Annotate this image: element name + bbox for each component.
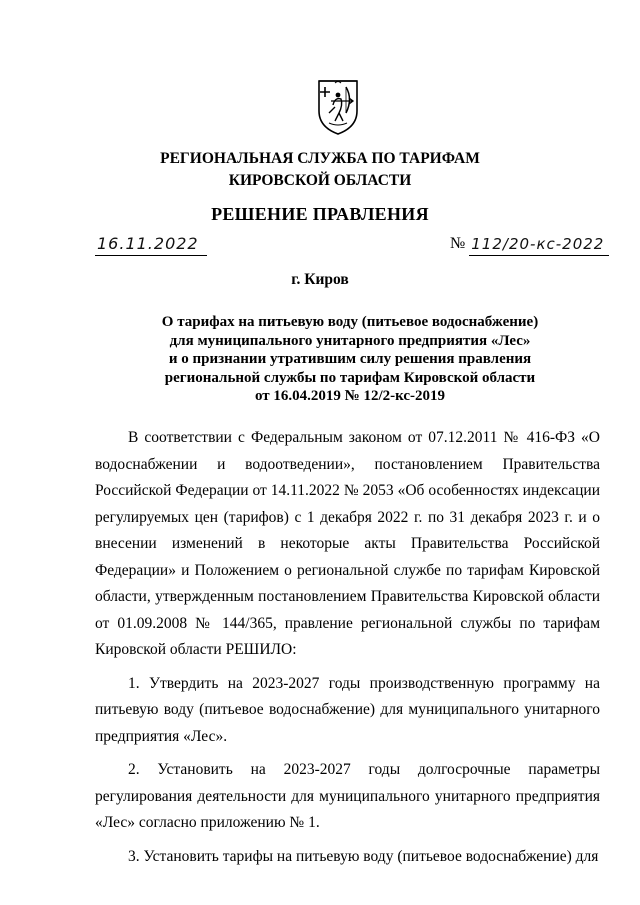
subject-line: от 16.04.2019 № 12/2-кс-2019 — [254, 388, 446, 404]
city-line: г. Киров — [291, 271, 349, 288]
document-body — [95, 425, 600, 870]
handwritten-date: 16.11.2022 — [95, 233, 207, 256]
document-number — [450, 233, 609, 255]
organization-name — [0, 148, 640, 192]
number-sign: № — [450, 235, 466, 252]
organization-name-line1: РЕГИОНАЛЬНАЯ СЛУЖБА ПО ТАРИФАМ — [160, 150, 480, 167]
handwritten-number: 112/20-кс-2022 — [469, 233, 609, 256]
coat-of-arms-graphic — [313, 77, 363, 137]
subject-heading — [150, 313, 550, 406]
organization-name-line2: КИРОВСКОЙ ОБЛАСТИ — [228, 172, 412, 189]
decision-item-2: 2. Установить на 2023-2027 годы долгосрочные параметры регулирования деятельности для муниципального унитарного предприятия «Лес» согласно приложению № 1. — [95, 761, 600, 831]
subject-line: региональной службы по тарифам Кировской области — [164, 369, 536, 386]
kirov-coat-of-arms-icon — [313, 77, 363, 137]
subject-line: и о признании утратившим силу решения правления — [168, 351, 532, 367]
decision-item-1: 1. Утвердить на 2023-2027 годы производственную программу на питьевую воду (питьевое водоснабжение) для муниципального унитарного предприятия «Лес». — [95, 674, 600, 745]
subject-line: О тарифах на питьевую воду (питьевое водоснабжение) — [161, 314, 539, 330]
subject-line: для муниципального унитарного предприятия «Лес» — [169, 332, 531, 349]
preamble-paragraph: В соответствии с Федеральным законом от 07.12.2011 № 416-ФЗ «О водоснабжении и водоотведении», постановлением Правительства Российской Федерации от 14.11.2022 № 2053 «Об особенностях индексации регулируемых цен (тарифов) с 1 декабря 2022 г. по 31 декабря 2023 г. и о внесении изменений в некоторые акты Правительства Российской Федерации» и Положением о региональной службе по тарифам Кировской области, утвержденным постановлением Правительства Кировской области от 01.09.2008 № 144/365, правление региональной службы по тарифам Кировской области РЕШИЛО: — [95, 429, 600, 658]
document-type-title: РЕШЕНИЕ ПРАВЛЕНИЯ — [211, 204, 429, 224]
decision-item-3: 3. Установить тарифы на питьевую воду (питьевое водоснабжение) для — [128, 847, 599, 865]
